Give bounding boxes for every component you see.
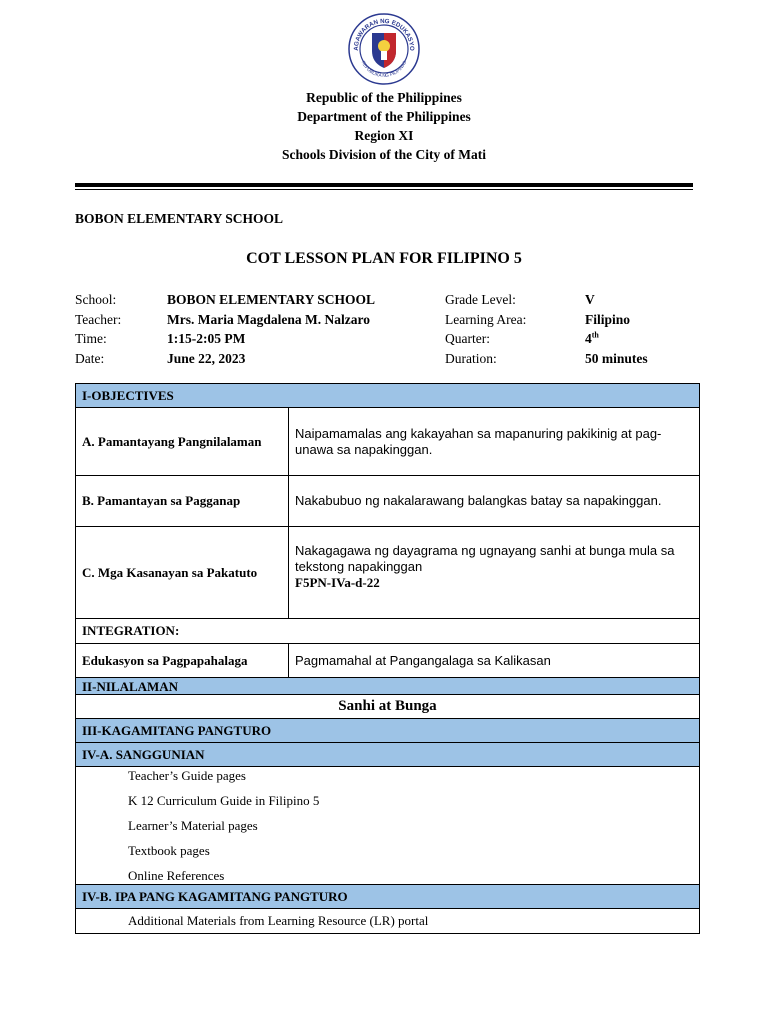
time-value: 1:15-2:05 PM [167,331,246,346]
sanggunian-row [76,743,700,767]
header-rule-thin [75,189,693,191]
grade-value: V [585,292,595,307]
reference-item: K 12 Curriculum Guide in Filipino 5 [128,793,320,808]
header-rule-thick [75,183,693,187]
references-row [76,767,700,885]
topic-row [76,695,700,719]
esp-label: Edukasyon sa Pagpapahalaga [76,644,289,678]
info-values-left [167,290,375,368]
lesson-plan-title: COT LESSON PLAN FOR FILIPINO 5 [246,250,522,267]
ipa-pang-heading: IV-B. IPA PANG KAGAMITANG PANGTURO [76,885,700,909]
svg-text:KAGAWARAN NG EDUKASYON: AGAWARAN NG EDUKASYO [352,17,416,51]
performance-standard-text: Nakabubuo ng nakalarawang balangkas batay sa napakinggan. [289,476,700,527]
integration-heading: INTEGRATION: [76,619,700,644]
competency-code: F5PN-IVa-d-22 [295,575,380,590]
header-republic: Republic of the Philippines [306,90,462,105]
school-heading: BOBON ELEMENTARY SCHOOL [75,211,284,226]
quarter-number: 4 [585,331,592,346]
teacher-value: Mrs. Maria Magdalena M. Nalzaro [167,311,370,327]
ipa-pang-row [76,885,700,909]
duration-label: Duration: [445,350,497,366]
additional-materials: Additional Materials from Learning Resource (LR) portal [76,909,700,934]
reference-item: Learner’s Material pages [128,818,258,833]
date-value: June 22, 2023 [167,350,246,366]
time-label: Time: [75,331,107,346]
reference-item: Online References [128,868,225,883]
quarter-label: Quarter: [445,331,490,346]
duration-value: 50 minutes [585,350,648,366]
kagamitan-row [76,719,700,743]
kagamitan-heading: III-KAGAMITANG PANGTURO [76,719,700,743]
grade-label: Grade Level: [445,292,516,307]
info-labels-left [75,290,121,368]
competency-row [76,527,700,619]
reference-item: Textbook pages [128,843,210,858]
quarter-suffix: th [591,330,599,340]
competency-text: Nakagagawa ng dayagrama ng ugnayang sanhi at bunga mula sa tekstong napakinggan [295,543,675,574]
topic-text: Sanhi at Bunga [76,695,700,719]
performance-standard-label: B. Pamantayan sa Pagganap [76,476,289,527]
performance-standard-row [76,476,700,527]
content-standard-row [76,408,700,476]
nilalaman-row [76,678,700,695]
esp-text: Pagmamahal at Pangangalaga sa Kalikasan [289,644,700,678]
nilalaman-heading: II-NILALAMAN [76,678,700,695]
sanggunian-heading: IV-A. SANGGUNIAN [76,743,700,767]
area-value: Filipino [585,311,631,327]
competency-label: C. Mga Kasanayan sa Pakatuto [76,527,289,619]
quarter-value [585,329,648,349]
content-standard-label: A. Pamantayang Pangnilalaman [76,408,289,476]
esp-row [76,644,700,678]
content-standard-text: Naipamamalas ang kakayahan sa mapanuring pakikinig at pag-unawa sa napakinggan. [289,408,700,476]
date-label: Date: [75,350,105,366]
header-division: Schools Division of the City of Mati [282,147,486,162]
objectives-row [76,384,700,408]
reference-item: Teacher’s Guide pages [128,768,246,783]
area-label: Learning Area: [445,311,527,327]
school-label: School: [75,292,117,307]
school-value: BOBON ELEMENTARY SCHOOL [167,292,376,307]
info-values-right [585,290,648,368]
objectives-heading: I-OBJECTIVES [76,384,700,408]
header-region: Region XI [354,128,414,143]
references-list [76,767,700,885]
deped-seal-logo [348,13,420,85]
info-labels-right [445,290,526,368]
lesson-plan-table [75,383,700,934]
additional-row [76,909,700,934]
competency-cell [289,527,700,619]
integration-row [76,619,700,644]
teacher-label: Teacher: [75,311,122,327]
svg-text:REPUBLIKA NG PILIPINAS: REPUBLIKA NG PILIPINAS [360,60,408,79]
header-department: Department of the Philippines [297,109,471,124]
